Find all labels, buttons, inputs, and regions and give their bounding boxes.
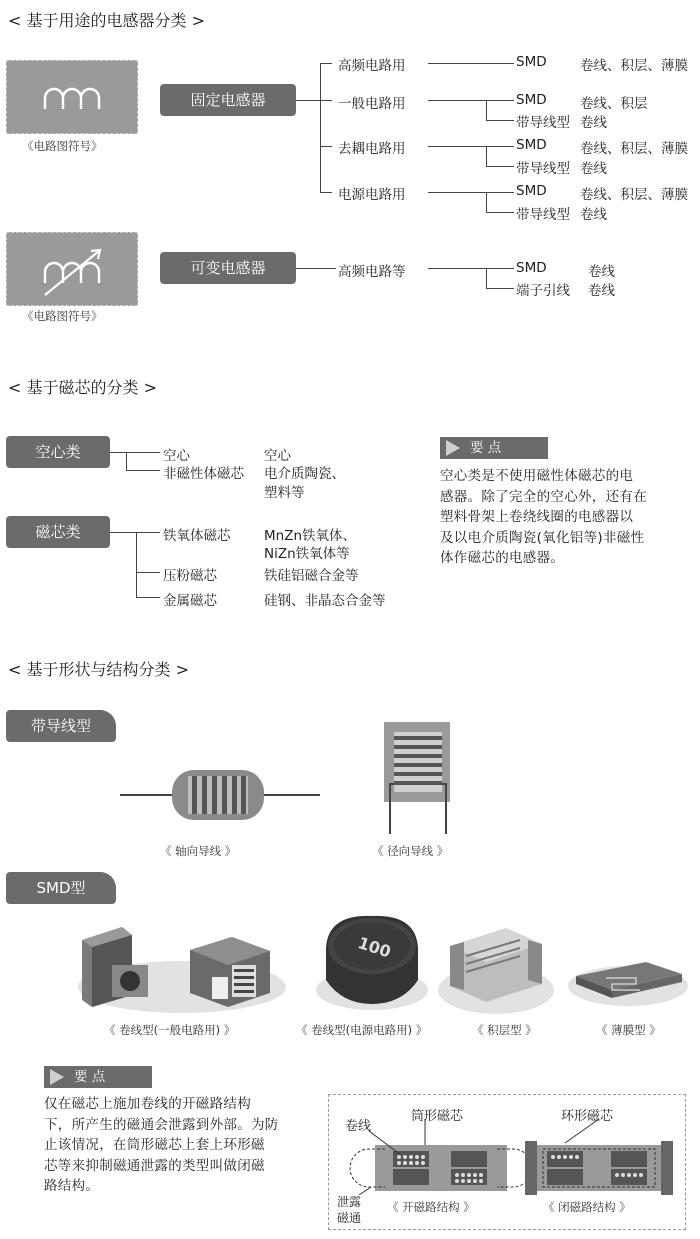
coil-label: 卷线 bbox=[345, 1119, 372, 1134]
flux-label: 磁通 bbox=[337, 1211, 362, 1225]
wirewound-general-chip-icon bbox=[72, 915, 282, 1015]
tip-header bbox=[44, 1066, 152, 1088]
core-item-desc: MnZn铁氧体、 bbox=[264, 528, 357, 544]
row-desc: 卷线、积层、薄膜 bbox=[580, 187, 688, 203]
multilayer-chip-icon bbox=[436, 910, 556, 1020]
tip-header bbox=[440, 437, 548, 459]
smd-caption-wirewound-power: 《 卷线型(电源电路用) 》 bbox=[296, 1023, 428, 1037]
tip-title: 要 点 bbox=[74, 1069, 106, 1085]
chip-marking: 100 bbox=[355, 933, 394, 962]
variable-coil-symbol-icon bbox=[7, 233, 137, 305]
axial-caption: 《 轴向导线 》 bbox=[160, 844, 237, 858]
symbol-caption: 《电路图符号》 bbox=[22, 139, 103, 153]
row-type: SMD bbox=[516, 54, 547, 70]
core-item-name: 非磁性体磁芯 bbox=[163, 466, 244, 482]
row-type: 带导线型 bbox=[516, 207, 570, 223]
variable-inductor-box: 可变电感器 bbox=[160, 252, 296, 284]
tip-title: 要 点 bbox=[470, 440, 502, 456]
triangle-marker-icon bbox=[440, 437, 464, 459]
magnetic-path-diagram bbox=[328, 1094, 686, 1230]
group-power: 电源电路用 bbox=[338, 187, 406, 203]
row-type: SMD bbox=[516, 92, 547, 108]
leak-label: 泄露 bbox=[337, 1195, 362, 1209]
ring-core-label: 环形磁芯 bbox=[561, 1109, 614, 1124]
row-type: 带导线型 bbox=[516, 115, 570, 131]
smd-caption-thin-film: 《 薄膜型 》 bbox=[596, 1023, 661, 1037]
air-core-box: 空心类 bbox=[6, 436, 110, 468]
row-desc: 卷线 bbox=[580, 207, 607, 223]
open-path-caption: 《 开磁路结构 》 bbox=[387, 1200, 475, 1214]
triangle-marker-icon bbox=[44, 1066, 68, 1088]
tip-paragraph: 空心类是不使用磁性体磁芯的电 感器。除了完全的空心外，还有在 塑料骨架上卷绕线圈的电感器以 及以电介质陶瓷(氧化铝等)非磁性 体作磁芯的电感器。 bbox=[440, 468, 647, 566]
row-type: SMD bbox=[516, 183, 547, 199]
thin-film-chip-icon bbox=[566, 940, 690, 1020]
row-desc: 卷线 bbox=[588, 283, 615, 299]
smd-caption-wirewound-general: 《 卷线型(一般电路用) 》 bbox=[104, 1023, 236, 1037]
row-desc: 卷线、积层 bbox=[580, 96, 648, 112]
inductor-symbol bbox=[6, 60, 138, 134]
tip-paragraph: 仅在磁芯上施加卷线的开磁路结构 下，所产生的磁通会泄露到外部。为防 止该情况，在筒形磁芯上套上环形磁 芯等来抑制磁通泄露的类型叫做闭磁 路结构。 bbox=[44, 1096, 279, 1194]
row-type: 带导线型 bbox=[516, 161, 570, 177]
core-item-name: 空心 bbox=[163, 448, 190, 464]
magnetic-core-box: 磁芯类 bbox=[6, 516, 110, 548]
radial-lead-inductor-icon bbox=[380, 718, 460, 838]
row-type: 端子引线 bbox=[516, 283, 570, 299]
closed-path-caption: 《 闭磁路结构 》 bbox=[543, 1200, 631, 1214]
section-title-use: < 基于用途的电感器分类 > bbox=[8, 11, 205, 30]
smd-caption-multilayer: 《 积层型 》 bbox=[472, 1023, 537, 1037]
section-title-core: < 基于磁芯的分类 > bbox=[8, 378, 157, 397]
group-general: 一般电路用 bbox=[338, 96, 406, 112]
core-item-desc: 电介质陶瓷、 bbox=[264, 466, 345, 482]
core-item-name: 金属磁芯 bbox=[163, 593, 217, 609]
wirewound-power-chip-icon bbox=[312, 908, 432, 1018]
core-item-desc: 硅钢、非晶态合金等 bbox=[264, 593, 386, 609]
core-item-name: 压粉磁芯 bbox=[163, 568, 217, 584]
smd-type-box: SMD型 bbox=[6, 872, 116, 904]
row-desc: 卷线、积层、薄膜 bbox=[580, 58, 688, 74]
variable-inductor-symbol bbox=[6, 232, 138, 306]
group-high-freq: 高频电路用 bbox=[338, 58, 406, 74]
row-desc: 卷线 bbox=[580, 115, 607, 131]
symbol-caption: 《电路图符号》 bbox=[22, 309, 103, 323]
group-high-freq-etc: 高频电路等 bbox=[338, 264, 406, 280]
tube-core-label: 筒形磁芯 bbox=[411, 1109, 464, 1124]
axial-lead-inductor-icon bbox=[120, 762, 320, 832]
coil-symbol-icon bbox=[7, 61, 137, 133]
row-type: SMD bbox=[516, 137, 547, 153]
group-decoupling: 去耦电路用 bbox=[338, 141, 406, 157]
row-desc: 卷线 bbox=[580, 161, 607, 177]
core-item-name: 铁氧体磁芯 bbox=[163, 528, 231, 544]
lead-type-box: 带导线型 bbox=[6, 710, 116, 742]
section-title-shape: < 基于形状与结构分类 > bbox=[8, 660, 189, 679]
fixed-inductor-box: 固定电感器 bbox=[160, 84, 296, 116]
core-item-desc: 铁硅铝磁合金等 bbox=[264, 568, 359, 584]
row-desc: 卷线、积层、薄膜 bbox=[580, 141, 688, 157]
core-item-desc: 空心 bbox=[264, 448, 291, 464]
row-desc: 卷线 bbox=[588, 264, 615, 280]
open-closed-path-illustration bbox=[329, 1095, 685, 1229]
row-type: SMD bbox=[516, 260, 547, 276]
core-item-desc: 塑料等 bbox=[264, 485, 305, 501]
core-item-desc: NiZn铁氧体等 bbox=[264, 546, 350, 562]
radial-caption: 《 径向导线 》 bbox=[372, 844, 449, 858]
